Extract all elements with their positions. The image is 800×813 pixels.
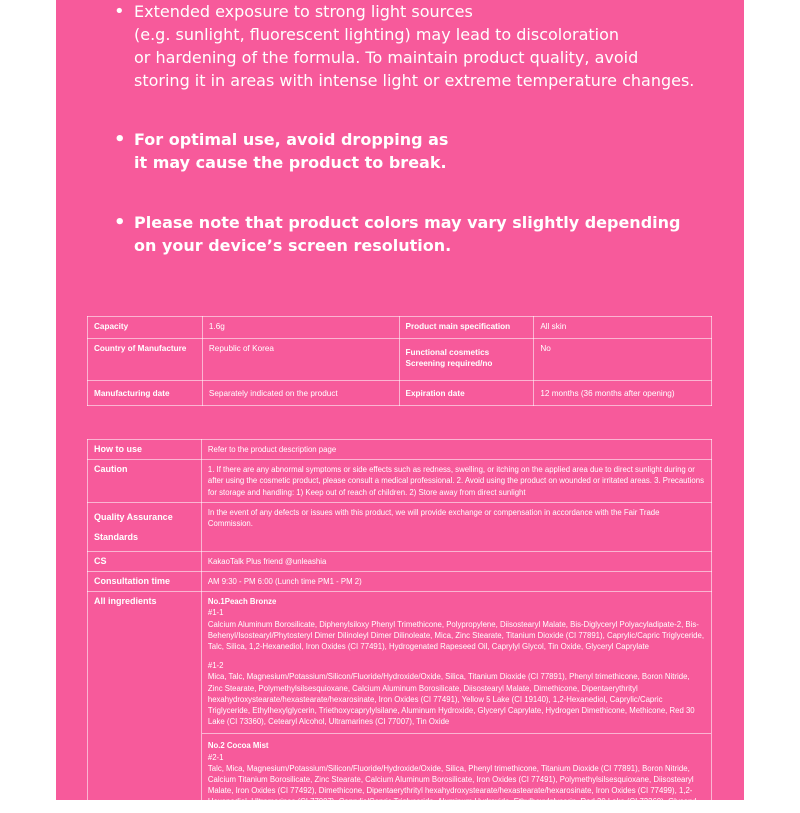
expiry-label: Expiration date [399,381,534,406]
caution-label: Caution [88,460,202,503]
how-to-use-value: Refer to the product description page [201,440,711,460]
bullet-icon: • [114,212,126,233]
notice-line: or hardening of the formula. To maintain product quality, avoid [134,48,639,67]
consultation-label: Consultation time [88,572,202,592]
ingredient-code: #1-2 [207,661,224,671]
qa-value: In the event of any defects or issues with this product, we will provide exchange or compensation in accordance with the Fair Trade Commission. [201,502,711,551]
main-spec-value: All skin [534,317,712,339]
ingredient-code: #2-1 [207,752,224,762]
functional-label [399,339,534,381]
ingredient-section [202,733,711,807]
ingredient-code: #1-1 [207,608,224,618]
qa-label: Quality Assurance Standards [88,502,202,551]
caution-value: 1. If there are any abnormal symptoms or side effects such as redness, swelling, or itching on the applied area due to direct sunlight during or after using the cosmetic product, please consult a medical professional. 2. Avoid using the product on wounded or irritated areas. 3. Precautions for storage and handling: 1) Keep out of reach of children. 2) Store away from direct sunlight [201,460,711,503]
main-spec-label: Product main specification [399,317,534,339]
notice-line: Extended exposure to strong light sources [134,2,473,21]
notice-line: storing it in areas with intense light or extreme temperature changes. [134,71,695,90]
functional-label-line: Screening required/no [405,359,493,368]
cs-label: CS [88,551,202,571]
notice-line: For optimal use, avoid dropping as [134,130,449,149]
mfg-date-label: Manufacturing date [88,381,203,406]
functional-value: No [534,339,712,381]
ingredients-label: All ingredients [88,592,202,812]
ingredient-name: No.2 Cocoa Mist [207,741,269,751]
functional-label-line: Functional cosmetics [405,348,490,357]
bullet-icon: • [114,1,125,22]
notice-line: on your device’s screen resolution. [134,236,452,255]
expiry-value: 12 months (36 months after opening) [534,381,712,406]
mfg-date-value: Separately indicated on the product [202,381,399,406]
info-table [87,439,712,813]
country-label: Country of Manufacture [88,339,203,381]
capacity-value: 1.6g [202,317,399,339]
spec-table [87,316,712,406]
capacity-label: Capacity [88,317,203,339]
notice-line: Please note that product colors may vary slightly depending [134,213,681,232]
bullet-icon: • [114,129,126,150]
how-to-use-label: How to use [88,440,202,460]
country-value: Republic of Korea [202,339,399,381]
ingredient-name: No.1Peach Bronze [207,597,277,607]
ingredient-list: Talc, Mica, Magnesium/Potassium/Silicon/Fluoride/Hydroxide/Oxide, Silica, Phenyl trimethicone, Titanium Dioxide (CI 77891), Boron Nitride, Calcium Titanium Borosilicate, Zinc Stearate, Calcium Aluminum Borosilicate, Iron Oxides (CI 77491), Polymethylsilsesquioxane, Diisostearyl Malate, Iron Oxides (CI 77492), Dimethicone, Dipentaerythrityl hexahydroxystearate/hexastearate/hexarosinate, Iron Oxides (CI 77499), 1,2-Hexanediol, Ultramarines (CI 77007), Caprylic/Capric Triglyceride, Aluminum Hydroxide, Ethylhexylglycerin, Red 30 Lake (CI 73360), Glyceryl [207,763,697,807]
ingredient-list: Calcium Aluminum Borosilicate, Diphenylsiloxy Phenyl Trimethicone, Polypropylene, Diisostearyl Malate, Bis-Diglyceryl Polyacyladipate-2, Bis-Behenyl/Isostearyl/Phytosteryl Dimer Dilinoleyl Dimer Dilinoleate, Mica, Zinc Stearate, Titanium Dioxide (CI 77891), Caprylic/Capric Triglyceride, Talc, Silica, 1,2-Hexanediol, Iron Oxides (CI 77491), Hydrogenated Rapeseed Oil, Caprylyl Glycol, Tin Oxide, Glyceryl Caprylate [207,619,705,652]
notice-line: (e.g. sunlight, fluorescent lighting) may lead to discoloration [134,25,620,44]
ingredients-value [201,592,711,812]
cs-value: KakaoTalk Plus friend @unleashia [201,551,711,571]
consultation-value: AM 9:30 - PM 6:00 (Lunch time PM1 - PM 2) [201,572,711,592]
notice-line: it may cause the product to break. [134,153,447,172]
ingredient-list: Mica, Talc, Magnesium/Potassium/Silicon/Fluoride/Hydroxide/Oxide, Silica, Titanium Dioxide (CI 77891), Phenyl trimethicone, Boron Nitride, Zinc Stearate, Polymethylsilsesquioxane, Calcium Aluminum Borosilicate, Diisostearyl Malate, Dimethicone, Dipentaerythrityl hexahydroxystearate/hexastearate/hexarosinate, Iron Oxides (CI 77491), Yellow 5 Lake (CI 19140), 1,2-Hexanediol, Caprylic/Capric Triglyceride, Ethylhexylglycerin, Triethoxycaprylylsilane, Aluminum Hydroxide, Glyceryl Caprylate, Hydrogen Dimethicone, Methicone, Red 30 Lake (CI 73360), Cetearyl Alcohol, Ultramarines (CI 77007), Tin Oxide [207,672,695,727]
